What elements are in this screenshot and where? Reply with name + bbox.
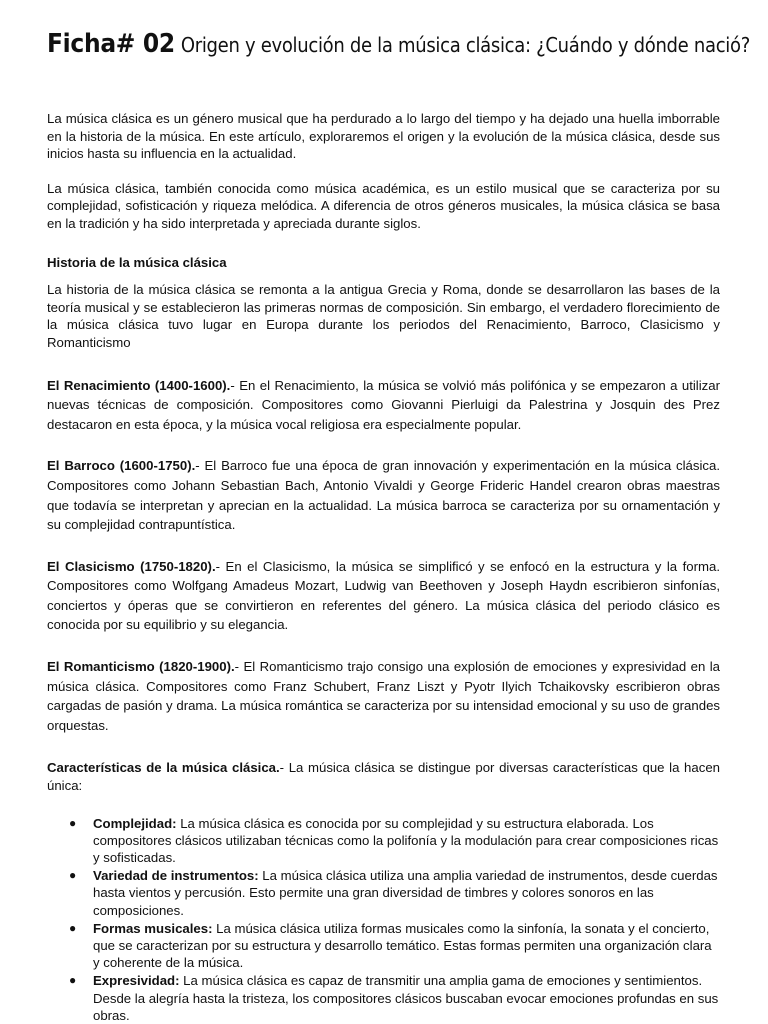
list-item-text: La música clásica utiliza una amplia variedad de instrumentos, desde cuerdas hasta vientos y percusión. Esto permite una gran diversidad de timbres y colores sonoros en las composiciones. bbox=[93, 868, 718, 918]
characteristics-text: - La música clásica se distingue por diversas características que la hacen única: bbox=[47, 760, 720, 794]
list-item-text: La música clásica utiliza formas musicales como la sinfonía, la sonata y el concierto, que se caracterizan por su estructura y desarrollo temático. Estas formas permiten una organización clara y coherente de la música. bbox=[93, 920, 712, 971]
list-item bbox=[69, 972, 720, 1024]
period-label: El Barroco (1600-1750). bbox=[47, 458, 196, 474]
characteristics-label: Características de la música clásica. bbox=[47, 760, 280, 776]
history-heading: Historia de la música clásica bbox=[47, 254, 227, 270]
list-item bbox=[69, 920, 720, 972]
period-romanticismo bbox=[47, 657, 720, 735]
period-text: - El Romanticismo trajo consigo una explosión de emociones y expresividad en la música clásica. Compositores como Franz Schubert, Franz Liszt y Pyotr Ilyich Tchaikovsky escribieron obras cargadas de pasión y drama. La música romántica se caracteriza por su intensidad emocional y su uso de grandes orquestas. bbox=[47, 659, 720, 733]
list-item-term: Complejidad: bbox=[93, 815, 177, 831]
period-clasicismo bbox=[47, 557, 720, 635]
bullet-icon: ● bbox=[69, 973, 77, 988]
period-label: El Romanticismo (1820-1900). bbox=[47, 659, 235, 675]
history-paragraph: La historia de la música clásica se remonta a la antigua Grecia y Roma, donde se desarrollaron las bases de la teoría musical y se establecieron las primeras normas de composición. Sin embargo, el verdadero florecimiento de la música clásica tuvo lugar en Europa durante los periodos del Renacimiento, Barroco, Clasicismo y Romanticismo bbox=[47, 282, 720, 350]
bullet-icon: ● bbox=[69, 815, 77, 830]
list-item bbox=[69, 867, 720, 919]
period-text: - El Barroco fue una época de gran innovación y experimentación en la música clásica. Compositores como Johann Sebastian Bach, Antonio Vivaldi y George Frideric Handel crearon obras maestras que todavía se interpretan y aprecian en la actualidad. La música barroca se caracteriza por su ornamentación y su complejidad contrapuntística. bbox=[47, 458, 720, 533]
list-item-term: Formas musicales: bbox=[93, 920, 213, 936]
page-subtitle: Origen y evolución de la música clásica: ¿Cuándo y dónde nació? bbox=[180, 33, 750, 57]
list-item-text: La música clásica es capaz de transmitir una amplia gama de emociones y sentimientos. Desde la alegría hasta la tristeza, los compositores clásicos buscaban evocar emociones profundas en sus obras. bbox=[93, 973, 719, 1023]
list-item bbox=[69, 815, 720, 867]
period-barroco bbox=[47, 456, 720, 534]
list-item-text: La música clásica es conocida por su complejidad y su estructura elaborada. Los compositores clásicos utilizaban técnicas como la polifonía y la modulación para crear composiciones ricas y sofisticadas. bbox=[93, 815, 719, 866]
period-text: - En el Clasicismo, la música se simplificó y se enfocó en la estructura y la forma. Compositores como Wolfgang Amadeus Mozart, Ludwig van Beethoven y Joseph Haydn escribieron sinfonías, conciertos y óperas que se convirtieron en referentes del género. La música clásica del periodo clásico es conocida por su equilibrio y su elegancia. bbox=[47, 558, 720, 633]
characteristics-intro bbox=[47, 759, 720, 794]
list-item-term: Expresividad: bbox=[93, 973, 180, 989]
bullet-icon: ● bbox=[69, 868, 77, 883]
list-item-term: Variedad de instrumentos: bbox=[93, 868, 259, 884]
characteristics-list bbox=[47, 815, 720, 1024]
period-label: El Clasicismo (1750-1820). bbox=[47, 558, 216, 574]
bullet-icon: ● bbox=[69, 920, 77, 935]
period-renacimiento bbox=[47, 376, 720, 435]
period-text: - En el Renacimiento, la música se volvió más polifónica y se empezaron a utilizar nuevas técnicas de composición. Compositores como Giovanni Pierluigi da Palestrina y Josquin des Prez destacaron en esta época, y la música vocal religiosa era especialmente popular. bbox=[47, 377, 720, 432]
intro-paragraph-2: La música clásica, también conocida como música académica, es un estilo musical que se caracteriza por su complejidad, sofisticación y riqueza melódica. A diferencia de otros géneros musicales, la música clásica se basa en la tradición y ha sido interpretada y apreciada durante siglos. bbox=[47, 180, 720, 231]
ficha-number: Ficha# 02 bbox=[47, 29, 175, 59]
intro-paragraph-1: La música clásica es un género musical que ha perdurado a lo largo del tiempo y ha dejado una huella imborrable en la historia de la música. En este artículo, exploraremos el origen y la evolución de la música clásica, desde sus inicios hasta su influencia en la actualidad. bbox=[47, 111, 720, 162]
page-title bbox=[47, 22, 750, 60]
period-label: El Renacimiento (1400-1600). bbox=[47, 377, 231, 393]
